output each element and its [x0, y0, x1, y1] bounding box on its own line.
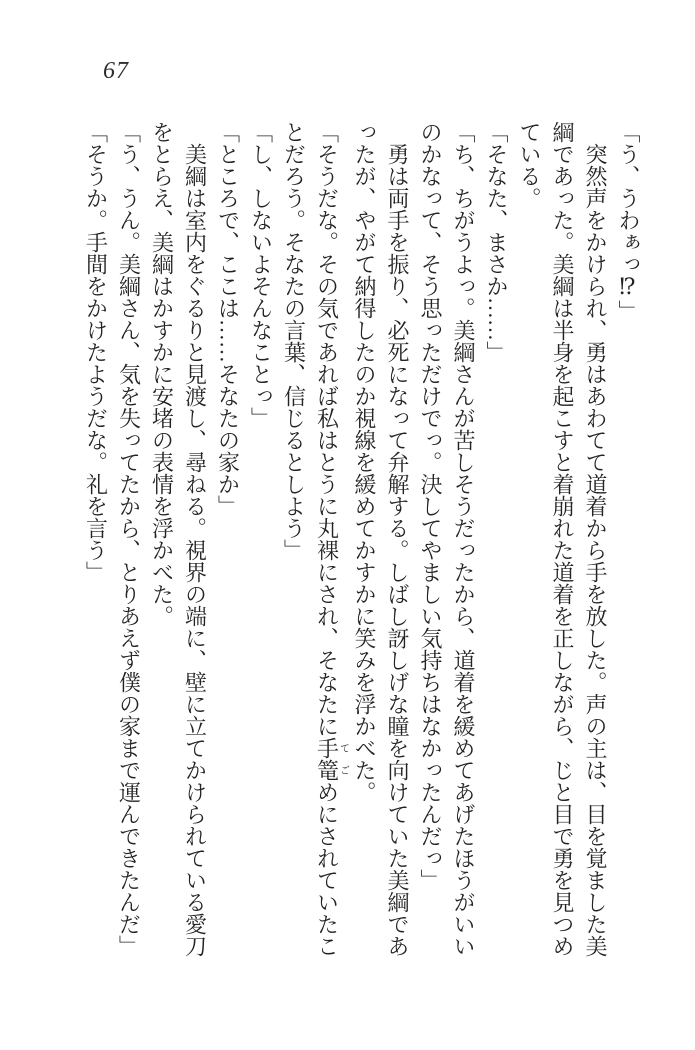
narrative-paragraph: 突然声をかけられ、勇はあわてて道着から手を放した。声の主は、目を覚ました美綱であった。美綱は半身を起こすと着崩れた道着を正しながら、じと目で勇を見つめている。 — [517, 121, 608, 957]
dialogue-paragraph: 「そうか。手間をかけたようだな。礼を言う」 — [83, 121, 109, 583]
dialogue-paragraph: 「う、うわぁっ⁉」 — [616, 121, 641, 322]
narrative-paragraph: 美綱は室内をぐるりと見渡し、尋ねる。視界の端に、壁に立てかけられている愛刀をとらえ、美綱はかすかに安堵の表情を浮かべた。 — [149, 121, 208, 957]
page-text — [80, 121, 646, 957]
dialogue-paragraph: 「そうだな。その気であれば私はとうに丸裸にされ、そなたに手篭てごめにされていたことだろう。そなたの言葉、信じるとしよう」 — [281, 121, 349, 957]
dialogue-paragraph: 「う、うん。美綱さん、気を失ってたから、とりあえず僕の家まで運んできたんだ」 — [116, 121, 142, 957]
narrative-paragraph: 勇は両手を振り、必死になって弁解する。しばし訝しげな瞳を向けていた美綱であったが、やがて納得したのか視線を緩めてかすかに笑みを浮かべた。 — [352, 121, 410, 957]
dialogue-paragraph: 「ところで、ここは……そなたの家か」 — [215, 121, 241, 517]
dialogue-paragraph: 「し、しないよそんなことっ」 — [248, 121, 274, 429]
dialogue-paragraph: 「そなた、まさか……」 — [484, 121, 509, 363]
dialogue-paragraph: 「ち、ちがうよっ。美綱さんが苦しそうだったから、道着を緩めてあげたほうがいいのかなって、そう思っただけでっ。決してやましい気持ちはなかったんだっ」 — [418, 121, 476, 957]
furigana-ruby: 手篭てご — [314, 737, 349, 781]
page-number: 67 — [103, 58, 129, 84]
